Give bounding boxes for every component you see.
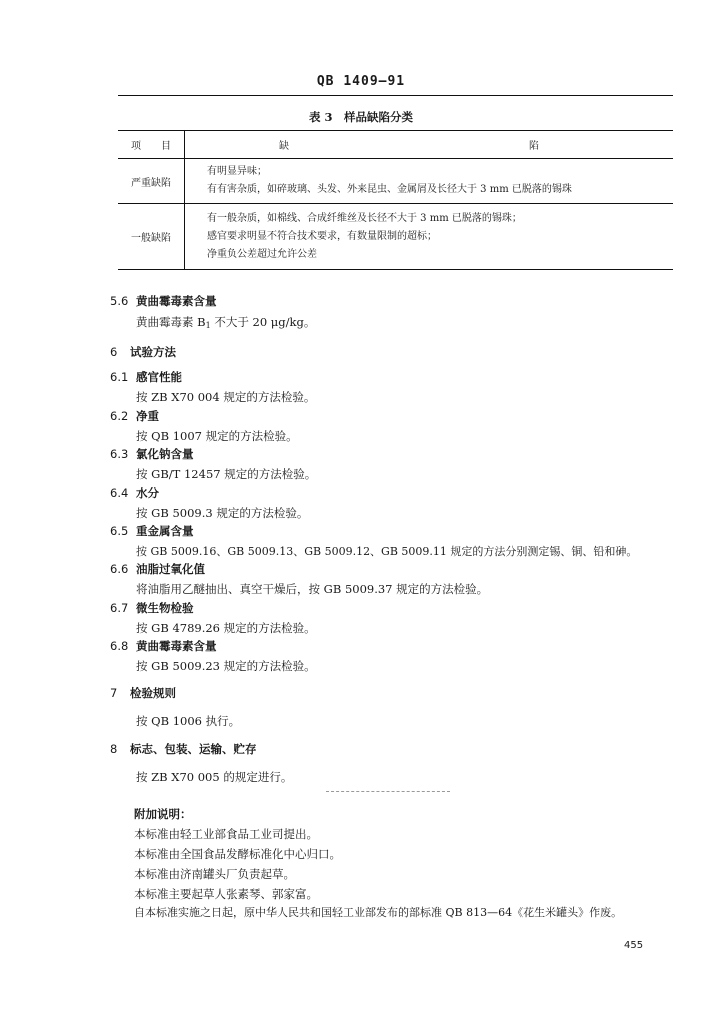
table-header-row: [118, 131, 673, 159]
section-text: 按 GB 5009.23 规定的方法检验。: [136, 659, 316, 673]
row-item-serious: 严重缺陷: [118, 159, 185, 204]
section-title: 检验规则: [130, 686, 176, 700]
section-title: 微生物检验: [136, 601, 194, 615]
section-heading: [110, 485, 159, 501]
table-row-serious: [118, 159, 673, 204]
chapter-heading: [110, 685, 176, 701]
section-title: 净重: [136, 409, 159, 423]
section-heading: [110, 446, 194, 462]
end-divider: [326, 791, 450, 792]
section-number: 6: [110, 345, 118, 359]
section-text: 按 QB 1006 执行。: [136, 714, 241, 728]
section-number: 6.5: [110, 524, 129, 538]
row-defects-general: [185, 204, 674, 270]
section-number: 6.3: [110, 447, 129, 461]
row-item-general: 一般缺陷: [118, 204, 185, 270]
section-title: 氯化钠含量: [136, 447, 194, 461]
section-title: 黄曲霉毒素含量: [136, 294, 217, 308]
defect-line: 净重负公差超过允许公差: [207, 248, 317, 260]
section-number: 5.6: [110, 294, 129, 308]
section-text: 按 GB 5009.16、GB 5009.13、GB 5009.12、GB 5009.11 规定的方法分别测定锡、铜、铅和砷。: [136, 545, 638, 558]
section-text: 按 ZB X70 005 的规定进行。: [136, 770, 293, 784]
section-heading: [110, 561, 205, 577]
section-title: 油脂过氧化值: [136, 562, 205, 576]
section-number: 6.1: [110, 370, 129, 384]
section-number: 6.4: [110, 486, 129, 500]
section-title: 重金属含量: [136, 524, 194, 538]
notes-line: 自本标准实施之日起，原中华人民共和国轻工业部发布的部标准 QB 813—64《花生米罐头》作废。: [134, 906, 623, 919]
defect-line: 有明显异味；: [207, 166, 267, 177]
defect-line: 感官要求明显不符合技术要求，有数量限制的超标；: [207, 230, 437, 242]
section-number: 6.6: [110, 562, 129, 576]
defect-line: 有一般杂质，如棉线、合成纤维丝及长径不大于 3 mm 已脱落的锡珠；: [207, 212, 522, 224]
chapter-heading: [110, 344, 176, 360]
defect-classification-table: [118, 130, 673, 270]
section-title: 黄曲霉毒素含量: [136, 639, 217, 653]
section-title: 试验方法: [130, 345, 176, 359]
section-text: 按 ZB X70 004 规定的方法检验。: [136, 390, 316, 404]
section-heading: [110, 408, 159, 424]
section-text: 按 GB 4789.26 规定的方法检验。: [136, 621, 316, 635]
header-rule: [118, 95, 673, 96]
section-number: 7: [110, 686, 118, 700]
section-heading: [110, 523, 194, 539]
section-text: 将油脂用乙醚抽出、真空干燥后，按 GB 5009.37 规定的方法检验。: [136, 582, 489, 596]
notes-line: 本标准由全国食品发酵标准化中心归口。: [134, 847, 341, 861]
section-text: 按 GB/T 12457 规定的方法检验。: [136, 467, 317, 481]
section-heading: [110, 293, 217, 309]
section-heading: [110, 369, 182, 385]
aflatoxin-subscript: 1: [205, 321, 211, 330]
section-number: 6.2: [110, 409, 129, 423]
section-number: 6.7: [110, 601, 129, 615]
section-title: 水分: [136, 486, 159, 500]
notes-line: 本标准由济南罐头厂负责起草。: [134, 867, 295, 881]
section-number: 6.8: [110, 639, 129, 653]
section-text: 按 GB 5009.3 规定的方法检验。: [136, 506, 309, 520]
section-title: 感官性能: [136, 370, 182, 384]
notes-title: 附加说明：: [134, 807, 192, 821]
section-heading: [110, 600, 194, 616]
column-header-item: 项 目: [118, 131, 185, 159]
section-number: 8: [110, 742, 118, 756]
aflatoxin-limit: 不大于 20 μg/kg。: [210, 315, 316, 329]
aflatoxin-label: 黄曲霉毒素 B: [136, 315, 206, 329]
standard-code-header: QB 1409—91: [316, 74, 406, 89]
section-title: 标志、包装、运输、贮存: [130, 742, 257, 756]
section-heading: [110, 638, 217, 654]
page-number: 455: [624, 940, 644, 951]
section-text: [136, 314, 315, 330]
column-header-defect: 缺 陷: [185, 131, 674, 159]
defect-line: 有有害杂质，如碎玻璃、头发、外来昆虫、金属屑及长径大于 3 mm 已脱落的锡珠: [207, 184, 572, 195]
row-defects-serious: [185, 159, 674, 204]
notes-line: 本标准主要起草人张素琴、郭家富。: [134, 887, 318, 901]
table-caption: 表 3 样品缺陷分类: [308, 110, 413, 124]
chapter-heading: [110, 741, 257, 757]
section-text: 按 QB 1007 规定的方法检验。: [136, 429, 298, 443]
table-row-general: [118, 204, 673, 270]
notes-line: 本标准由轻工业部食品工业司提出。: [134, 827, 318, 841]
